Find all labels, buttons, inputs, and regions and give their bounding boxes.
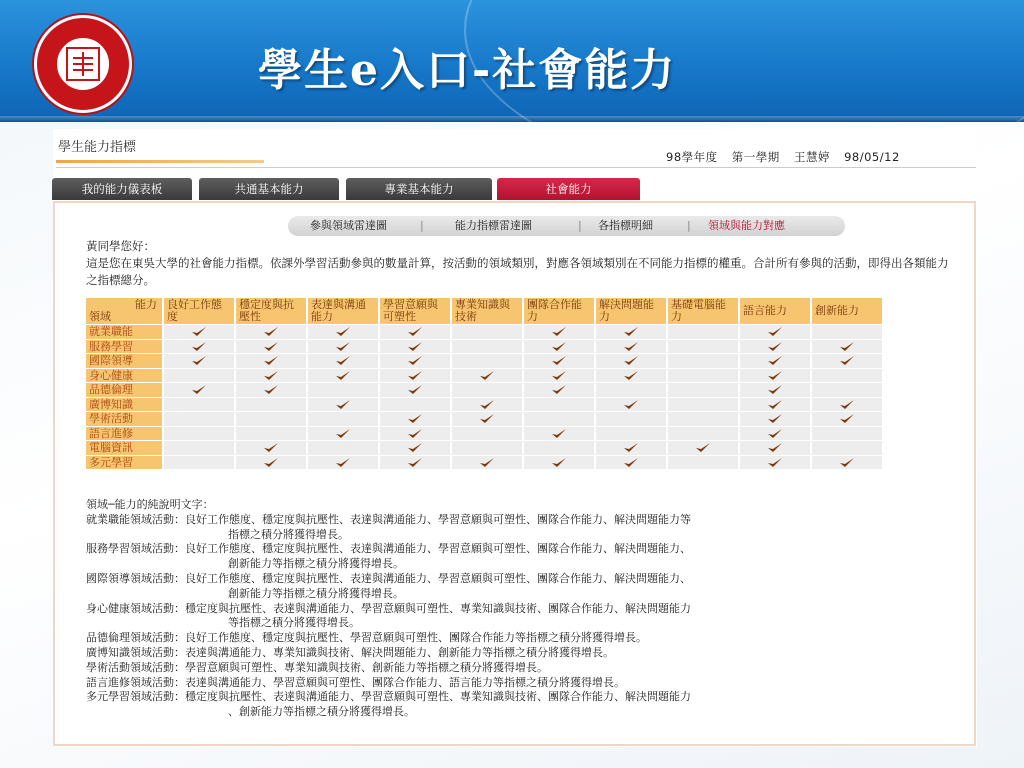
explanation-heading: 領域─能力的純說明文字： (86, 498, 214, 511)
subnav-ability-radar[interactable]: 能力指標雷達圖 (455, 219, 532, 232)
check-icon (407, 413, 423, 425)
matrix-cell (812, 427, 882, 441)
matrix-column-header: 語言能力 (740, 298, 810, 324)
matrix-cell (164, 398, 234, 412)
subnav-domain-ability-map[interactable]: 領域與能力對應 (708, 219, 785, 232)
check-icon (407, 442, 423, 454)
explanation-text: 良好工作態度、穩定度與抗壓性、學習意願與可塑性、團隊合作能力等指標之積分將獲得增長。 (185, 631, 647, 645)
matrix-cell (308, 325, 378, 339)
explanation-label: 學術活動領域活動： (86, 660, 185, 674)
matrix-header-row (86, 298, 882, 324)
matrix-cell (812, 383, 882, 397)
matrix-cell (812, 325, 882, 339)
matrix-cell (740, 369, 810, 383)
matrix-cell (452, 354, 522, 368)
check-icon (407, 341, 423, 353)
check-icon (695, 442, 711, 454)
matrix-cell (380, 354, 450, 368)
check-icon (623, 326, 639, 338)
explanation-label: 就業職能領域活動： (86, 512, 185, 526)
matrix-row-label: 身心健康 (86, 369, 162, 383)
matrix-cell (668, 383, 738, 397)
matrix-cell (452, 427, 522, 441)
matrix-cell (668, 412, 738, 426)
tab-professional-abilities[interactable]: 專業基本能力 (346, 178, 492, 200)
matrix-cell (740, 441, 810, 455)
matrix-cell (524, 456, 594, 470)
matrix-cell (380, 325, 450, 339)
matrix-cell (668, 398, 738, 412)
explanation-line (86, 557, 956, 572)
check-icon (335, 399, 351, 411)
check-icon (479, 413, 495, 425)
matrix-cell (812, 354, 882, 368)
matrix-row (86, 456, 882, 470)
check-icon (191, 384, 207, 396)
matrix-column-header: 表達與溝通能力 (308, 298, 378, 324)
explanation-block (86, 498, 956, 720)
matrix-cell (164, 369, 234, 383)
title-underline (56, 160, 264, 163)
matrix-cell (740, 456, 810, 470)
explanation-label: 服務學習領域活動： (86, 542, 185, 556)
matrix-cell (740, 354, 810, 368)
subnav-separator: | (687, 219, 691, 232)
matrix-cell (236, 398, 306, 412)
matrix-cell (452, 456, 522, 470)
matrix-cell (740, 427, 810, 441)
explanation-text: 表達與溝通能力、專業知識與技術、解決問題能力、創新能力等指標之積分將獲得增長。 (185, 645, 614, 659)
matrix-cell (236, 441, 306, 455)
student-name: 王慧婷 (793, 150, 830, 164)
matrix-column-header: 專業知識與技術 (452, 298, 522, 324)
matrix-cell (308, 398, 378, 412)
matrix-cell (812, 412, 882, 426)
matrix-cell (812, 340, 882, 354)
explanation-text: 穩定度與抗壓性、表達與溝通能力、學習意願與可塑性、專業知識與技術、團隊合作能力、解決問題能力 (185, 601, 691, 615)
date: 98/05/12 (844, 150, 900, 164)
explanation-text: 表達與溝通能力、學習意願與可塑性、團隊合作能力、語言能力等指標之積分將獲得增長。 (185, 675, 625, 689)
explanation-text: 創新能力等指標之積分將獲得增長。 (228, 586, 404, 600)
matrix-row (86, 369, 882, 383)
explanation-label: 身心健康領域活動： (86, 601, 185, 615)
check-icon (191, 341, 207, 353)
check-icon (335, 370, 351, 382)
matrix-body (86, 325, 882, 469)
matrix-column-header: 團隊合作能力 (524, 298, 594, 324)
matrix-cell (740, 325, 810, 339)
sub-navigation (288, 216, 845, 236)
logo-seal-icon (63, 44, 103, 84)
matrix-row-label: 服務學習 (86, 340, 162, 354)
explanation-text: 良好工作態度、穩定度與抗壓性、表達與溝通能力、學習意願與可塑性、團隊合作能力、解決問題能力等 (185, 512, 691, 526)
check-icon (335, 341, 351, 353)
matrix-column-header: 良好工作態度 (164, 298, 234, 324)
check-icon (767, 384, 783, 396)
check-icon (767, 413, 783, 425)
check-icon (263, 442, 279, 454)
check-icon (407, 428, 423, 440)
check-icon (551, 355, 567, 367)
matrix-cell (524, 383, 594, 397)
explanation-label: 品德倫理領域活動： (86, 631, 185, 645)
matrix-cell (668, 325, 738, 339)
explanation-line (86, 676, 956, 691)
check-icon (263, 457, 279, 469)
matrix-cell (668, 456, 738, 470)
explanation-line (86, 661, 956, 676)
matrix-cell (308, 383, 378, 397)
explanation-label: 國際領導領域活動： (86, 571, 185, 585)
matrix-cell (596, 456, 666, 470)
matrix-cell (740, 340, 810, 354)
matrix-cell (596, 325, 666, 339)
explanation-line (86, 587, 956, 602)
matrix-cell (308, 412, 378, 426)
matrix-cell (164, 427, 234, 441)
matrix-cell (452, 412, 522, 426)
check-icon (263, 355, 279, 367)
explanation-line (86, 528, 956, 543)
check-icon (479, 370, 495, 382)
check-icon (263, 370, 279, 382)
subnav-separator: | (578, 219, 582, 232)
matrix-row (86, 398, 882, 412)
matrix-row-label: 語言進修 (86, 427, 162, 441)
page-title: 學生能力指標 (58, 140, 137, 155)
explanation-line (86, 631, 956, 646)
check-icon (263, 326, 279, 338)
explanation-label: 多元學習領域活動： (86, 690, 185, 704)
explanation-label: 廣博知識領域活動： (86, 645, 185, 659)
check-icon (767, 442, 783, 454)
matrix-cell (308, 441, 378, 455)
subnav-separator: | (420, 219, 424, 232)
matrix-cell (308, 369, 378, 383)
matrix-cell (812, 441, 882, 455)
slide-header (0, 0, 1024, 122)
check-icon (479, 399, 495, 411)
check-icon (767, 370, 783, 382)
check-icon (191, 326, 207, 338)
matrix-row-label: 學術活動 (86, 412, 162, 426)
matrix-cell (236, 412, 306, 426)
domain-ability-matrix (84, 297, 884, 470)
check-icon (407, 355, 423, 367)
matrix-cell (740, 383, 810, 397)
matrix-cell (596, 441, 666, 455)
explanation-line (86, 646, 956, 661)
matrix-cell (380, 383, 450, 397)
check-icon (551, 428, 567, 440)
matrix-column-header: 學習意願與可塑性 (380, 298, 450, 324)
check-icon (623, 442, 639, 454)
check-icon (263, 341, 279, 353)
check-icon (623, 341, 639, 353)
check-icon (407, 370, 423, 382)
explanation-text: 學習意願與可塑性、專業知識與技術、創新能力等指標之積分將獲得增長。 (185, 660, 548, 674)
explanation-text: 創新能力等指標之積分將獲得增長。 (228, 557, 404, 571)
explanation-line (86, 705, 956, 720)
explanation-line (86, 690, 956, 705)
title-divider (56, 167, 976, 168)
matrix-column-header: 基礎電腦能力 (668, 298, 738, 324)
explanation-text: 穩定度與抗壓性、表達與溝通能力、學習意願與可塑性、專業知識與技術、團隊合作能力、解決問題能力 (185, 690, 691, 704)
matrix-cell (164, 340, 234, 354)
check-icon (551, 384, 567, 396)
tab-social-abilities[interactable]: 社會能力 (497, 178, 640, 200)
explanation-line (86, 616, 956, 631)
matrix-cell (308, 354, 378, 368)
matrix-row-label: 電腦資訊 (86, 441, 162, 455)
matrix-cell (668, 340, 738, 354)
check-icon (767, 355, 783, 367)
explanation-text: 良好工作態度、穩定度與抗壓性、表達與溝通能力、學習意願與可塑性、團隊合作能力、解決問題能力、 (185, 542, 691, 556)
matrix-cell (236, 325, 306, 339)
check-icon (623, 370, 639, 382)
slide-title: 學生e入口-社會能力 (258, 45, 677, 96)
matrix-column-header: 創新能力 (812, 298, 882, 324)
check-icon (335, 326, 351, 338)
matrix-cell (524, 398, 594, 412)
matrix-cell (380, 412, 450, 426)
matrix-column-header: 穩定度與抗壓性 (236, 298, 306, 324)
check-icon (839, 355, 855, 367)
check-icon (335, 457, 351, 469)
subnav-indicator-detail[interactable]: 各指標明細 (598, 219, 653, 232)
matrix-cell (236, 340, 306, 354)
matrix-row (86, 427, 882, 441)
check-icon (335, 428, 351, 440)
matrix-cell (812, 456, 882, 470)
matrix-cell (668, 441, 738, 455)
check-icon (407, 384, 423, 396)
matrix-cell (596, 427, 666, 441)
matrix-cell (740, 398, 810, 412)
matrix-cell (380, 456, 450, 470)
matrix-row (86, 325, 882, 339)
corner-domain-label: 領域 (89, 310, 111, 323)
matrix-row (86, 441, 882, 455)
check-icon (407, 326, 423, 338)
matrix-cell (452, 369, 522, 383)
matrix-cell (236, 383, 306, 397)
matrix-row (86, 412, 882, 426)
matrix-cell (524, 412, 594, 426)
matrix-cell (596, 340, 666, 354)
explanation-text: 、創新能力等指標之積分將獲得增長。 (228, 705, 415, 719)
matrix-row-label: 就業職能 (86, 325, 162, 339)
greeting-line: 黃同學您好： (86, 239, 155, 253)
check-icon (767, 341, 783, 353)
matrix-cell (668, 427, 738, 441)
matrix-cell (236, 456, 306, 470)
matrix-cell (164, 383, 234, 397)
matrix-cell (164, 325, 234, 339)
explanation-text: 指標之積分將獲得增長。 (228, 527, 349, 541)
check-icon (623, 457, 639, 469)
university-logo (34, 15, 132, 113)
matrix-cell (812, 398, 882, 412)
matrix-row (86, 354, 882, 368)
greeting-body: 這是您在東吳大學的社會能力指標。依課外學習活動參與的數量計算，按活動的領域類別，對應各領域類別在不同能力指標的權重。合計所有參與的活動，即得出各類能力之指標總分。 (86, 256, 949, 287)
matrix-cell (164, 354, 234, 368)
matrix-cell (452, 325, 522, 339)
explanation-label: 語言進修領域活動： (86, 675, 185, 689)
matrix-cell (380, 398, 450, 412)
matrix-cell (452, 441, 522, 455)
subnav-domain-radar[interactable]: 參與領域雷達圖 (310, 219, 387, 232)
matrix-cell (380, 340, 450, 354)
explanation-text: 良好工作態度、穩定度與抗壓性、表達與溝通能力、學習意願與可塑性、團隊合作能力、解決問題能力、 (185, 571, 691, 585)
check-icon (767, 399, 783, 411)
explanation-line (86, 572, 956, 587)
check-icon (839, 457, 855, 469)
matrix-cell (668, 354, 738, 368)
check-icon (623, 399, 639, 411)
tab-dashboard[interactable]: 我的能力儀表板 (52, 178, 192, 200)
explanation-line (86, 513, 956, 528)
matrix-cell (596, 354, 666, 368)
semester: 第一學期 (731, 150, 780, 164)
check-icon (623, 355, 639, 367)
check-icon (551, 370, 567, 382)
matrix-cell (164, 456, 234, 470)
matrix-row-label: 廣博知識 (86, 398, 162, 412)
matrix-cell (452, 340, 522, 354)
check-icon (767, 326, 783, 338)
check-icon (479, 457, 495, 469)
tab-common-abilities[interactable]: 共通基本能力 (199, 178, 339, 200)
check-icon (839, 341, 855, 353)
matrix-cell (596, 412, 666, 426)
logo-emblem (55, 36, 111, 92)
matrix-corner (86, 298, 162, 324)
check-icon (839, 399, 855, 411)
matrix-row-label: 品德倫理 (86, 383, 162, 397)
check-icon (551, 457, 567, 469)
matrix-cell (596, 369, 666, 383)
check-icon (407, 457, 423, 469)
matrix-cell (164, 441, 234, 455)
corner-ability-label: 能力 (135, 298, 157, 311)
matrix-cell (740, 412, 810, 426)
matrix-row (86, 340, 882, 354)
matrix-cell (524, 325, 594, 339)
matrix-row (86, 383, 882, 397)
matrix-cell (452, 383, 522, 397)
greeting-block (86, 238, 956, 289)
matrix-cell (308, 340, 378, 354)
matrix-column-header: 解決問題能力 (596, 298, 666, 324)
matrix-cell (164, 412, 234, 426)
academic-year: 98學年度 (666, 150, 718, 164)
matrix-cell (236, 354, 306, 368)
matrix-cell (452, 398, 522, 412)
explanation-text: 等指標之積分將獲得增長。 (228, 616, 360, 630)
matrix-row-label: 國際領導 (86, 354, 162, 368)
matrix-cell (524, 441, 594, 455)
check-icon (839, 413, 855, 425)
check-icon (767, 457, 783, 469)
check-icon (263, 384, 279, 396)
matrix-cell (236, 369, 306, 383)
check-icon (335, 355, 351, 367)
matrix-cell (596, 383, 666, 397)
check-icon (551, 341, 567, 353)
check-icon (767, 428, 783, 440)
matrix-cell (380, 369, 450, 383)
matrix-cell (308, 427, 378, 441)
matrix-cell (524, 340, 594, 354)
check-icon (191, 355, 207, 367)
matrix-cell (524, 369, 594, 383)
matrix-cell (380, 441, 450, 455)
matrix-cell (668, 369, 738, 383)
term-info (666, 149, 910, 165)
check-icon (551, 326, 567, 338)
explanation-line (86, 542, 956, 557)
explanation-line (86, 602, 956, 617)
matrix-cell (308, 456, 378, 470)
matrix-cell (596, 398, 666, 412)
matrix-cell (236, 427, 306, 441)
matrix-cell (524, 354, 594, 368)
matrix-cell (812, 369, 882, 383)
matrix-cell (380, 427, 450, 441)
matrix-row-label: 多元學習 (86, 456, 162, 470)
matrix-cell (524, 427, 594, 441)
